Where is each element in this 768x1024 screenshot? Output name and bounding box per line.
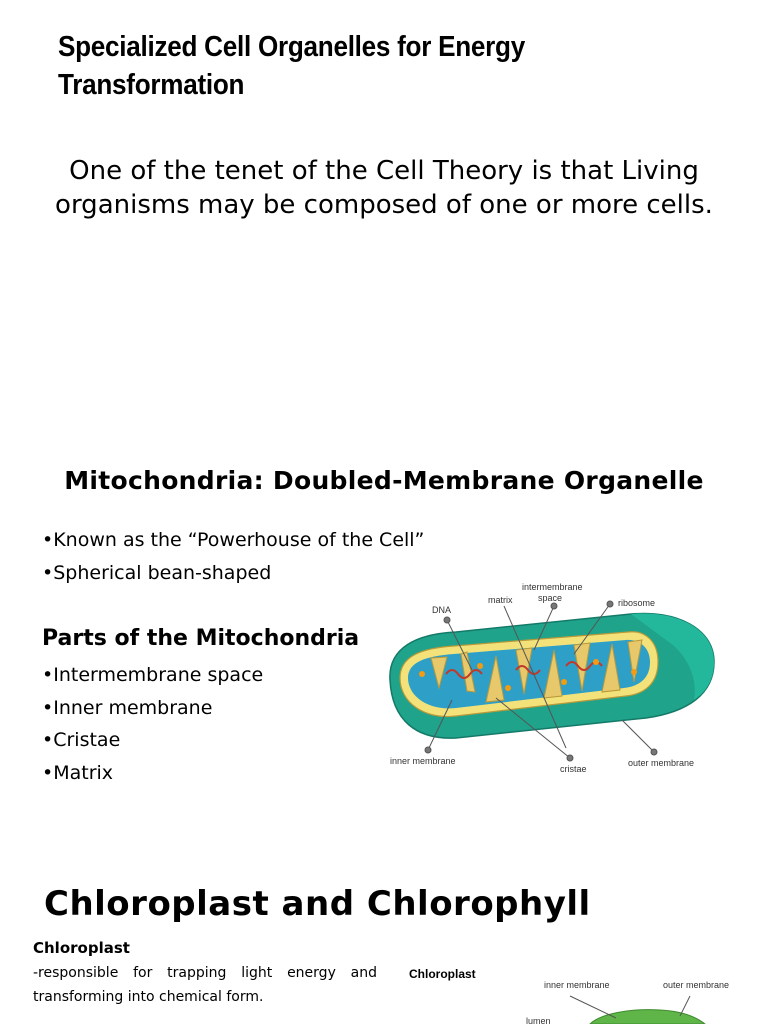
slide-1-body: One of the tenet of the Cell Theory is that Living organisms may be composed of one or more cells. [55, 156, 713, 220]
list-item: • Known as the “Powerhouse of the Cell” [42, 524, 424, 557]
list-item: • Intermembrane space [42, 659, 263, 692]
label-intermembrane: intermembrane [522, 582, 583, 592]
label-cristae: cristae [560, 764, 587, 774]
label-inner-membrane: inner membrane [544, 980, 610, 990]
label-space: space [538, 593, 563, 603]
slide-3-title: Chloroplast and Chlorophyll [44, 884, 591, 924]
slide-1 [0, 0, 768, 430]
slide-2-title: Mitochondria: Doubled-Membrane Organelle [64, 466, 704, 495]
slide-2 [0, 430, 768, 860]
chloroplast-description: -responsible for trapping light energy and transforming into chemical form. [33, 965, 377, 1005]
slide-1-title: Specialized Cell Organelles for Energy Transformation [58, 31, 525, 101]
list-item: • Inner membrane [42, 692, 263, 725]
slide-3 [0, 860, 768, 1024]
chloroplast-shape [590, 1010, 705, 1024]
chloroplast-diagram-title: Chloroplast [409, 967, 476, 981]
list-item: • Cristae [42, 724, 263, 757]
label-inner-membrane: inner membrane [390, 756, 456, 766]
mitochondria-diagram [376, 570, 726, 790]
label-outer-membrane: outer membrane [628, 758, 695, 768]
label-matrix: matrix [488, 595, 513, 605]
parts-heading: Parts of the Mitochondria [42, 626, 360, 651]
label-dna: DNA [432, 605, 452, 615]
label-lumen: lumen [526, 1016, 551, 1024]
list-item: • Matrix [42, 757, 263, 790]
label-ribosome: ribosome [618, 598, 656, 608]
mitochondria-parts-list [42, 659, 263, 789]
label-outer-membrane: outer membrane [663, 980, 730, 990]
chloroplast-diagram [520, 970, 760, 1024]
list-item: • Spherical bean-shaped [42, 557, 424, 590]
mitochondria-facts-list [42, 524, 424, 589]
chloroplast-subheading: Chloroplast [33, 939, 130, 957]
